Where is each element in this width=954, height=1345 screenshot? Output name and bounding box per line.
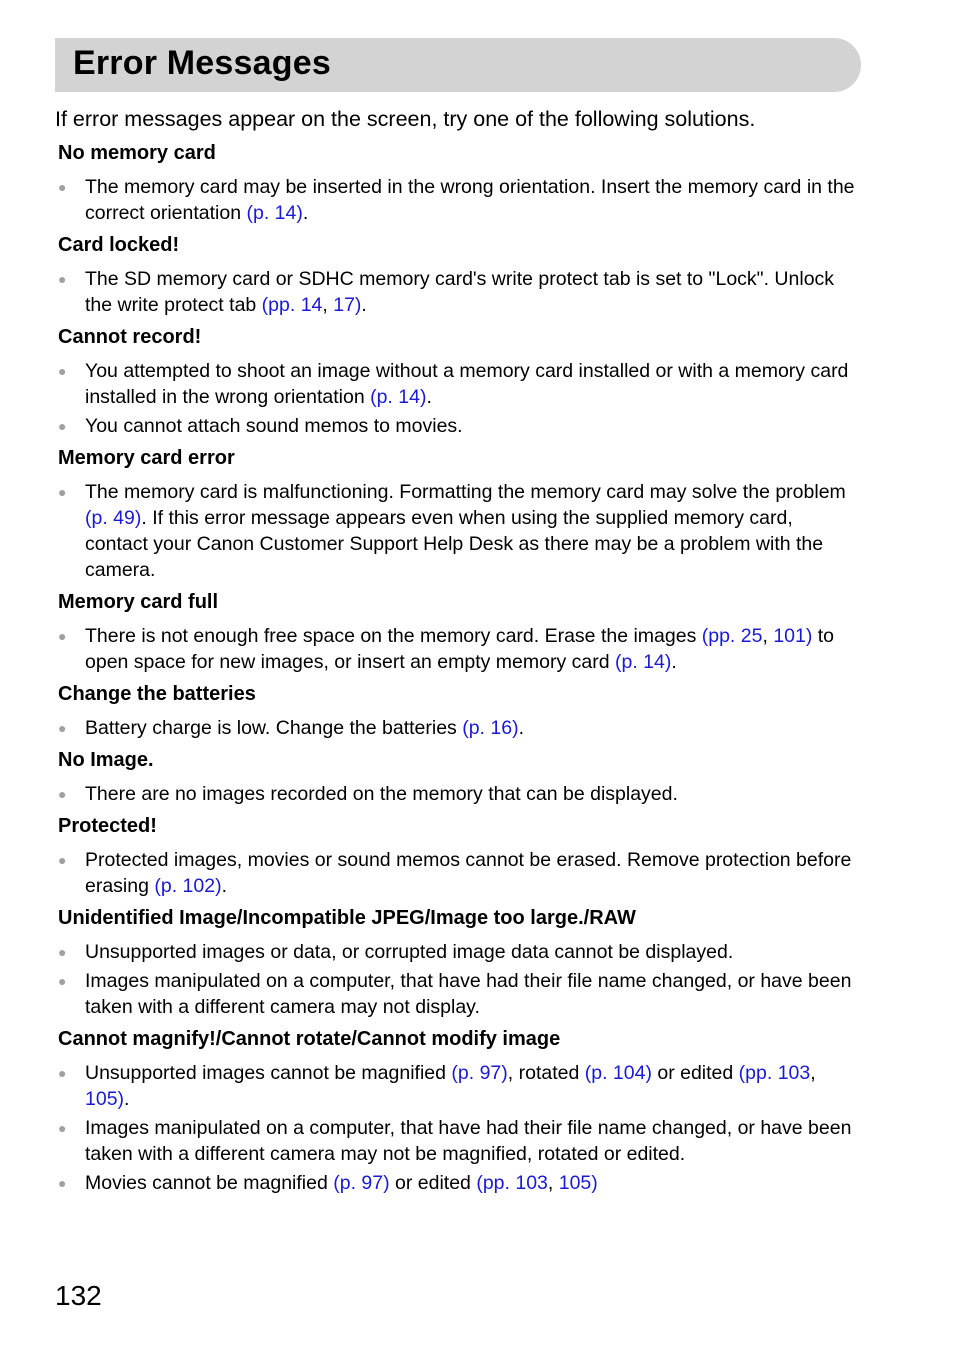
solution-text: . (426, 386, 432, 408)
solution-text: or edited (651, 1062, 739, 1084)
error-section (58, 232, 858, 318)
solution-text: Protected images, movies or sound memos cannot be erased. Remove protection before erasing (85, 849, 852, 897)
solution-item (58, 968, 858, 1020)
solution-text: Battery charge is low. Change the batteries (85, 717, 463, 739)
error-heading: Card locked! (58, 234, 180, 256)
solution-list (58, 358, 858, 439)
bullet-icon: ● (58, 852, 67, 868)
solution-list (58, 1060, 858, 1196)
solution-item (58, 1170, 858, 1196)
solution-item (58, 847, 858, 899)
solution-list (58, 939, 858, 1020)
error-heading: Cannot magnify!/Cannot rotate/Cannot modify image (58, 1028, 561, 1050)
solution-text: Movies cannot be magnified (85, 1172, 334, 1194)
error-section (58, 324, 858, 439)
solution-item (58, 413, 858, 439)
intro-text: If error messages appear on the screen, try one of the following solutions. (55, 107, 756, 131)
solution-list (58, 174, 858, 226)
solution-item (58, 715, 858, 741)
solution-item (58, 174, 858, 226)
solution-text: Unsupported images cannot be magnified (85, 1062, 452, 1084)
page-reference-link[interactable]: (p. 14) (370, 386, 427, 408)
page-reference-link[interactable]: (p. 97) (451, 1062, 508, 1084)
solution-list (58, 479, 858, 583)
title-bar (55, 38, 861, 92)
error-section (58, 905, 858, 1020)
solution-item (58, 266, 858, 318)
solution-item (58, 781, 858, 807)
solution-text: The memory card is malfunctioning. Formatting the memory card may solve the problem (85, 481, 846, 503)
bullet-icon: ● (58, 786, 67, 802)
solution-list (58, 623, 858, 675)
page-reference-link[interactable]: (pp. 103 (476, 1172, 548, 1194)
error-heading: Memory card error (58, 447, 235, 469)
solution-text: There are no images recorded on the memory that can be displayed. (85, 783, 678, 805)
solution-list (58, 715, 858, 741)
page-reference-link[interactable]: (pp. 103 (738, 1062, 811, 1084)
solution-text: . If this error message appears even when using the supplied memory card, contact your Canon Customer Support Help Desk as there may be a problem with the camera. (85, 507, 824, 581)
solution-text: to open space for new images, or insert an empty memory card (85, 625, 835, 673)
solution-text: There is not enough free space on the memory card. Erase the images (85, 625, 702, 647)
bullet-icon: ● (58, 271, 67, 287)
solution-item (58, 1115, 858, 1167)
page-title: Error Messages (73, 44, 331, 82)
solution-list (58, 847, 858, 899)
page-reference-link[interactable]: (pp. 14 (261, 294, 323, 316)
bullet-icon: ● (58, 1175, 67, 1191)
bullet-icon: ● (58, 179, 67, 195)
error-heading: Unidentified Image/Incompatible JPEG/Image too large./RAW (58, 907, 636, 929)
solution-list (58, 266, 858, 318)
solution-item (58, 623, 858, 675)
error-heading: No memory card (58, 142, 216, 164)
bullet-icon: ● (58, 1120, 67, 1136)
solution-text: Images manipulated on a computer, that have had their file name changed, or have been taken with a different camera may not display. (85, 970, 852, 1018)
error-heading: No Image. (58, 749, 154, 771)
solution-text: , (762, 625, 774, 647)
page-reference-link[interactable]: 105) (558, 1172, 598, 1194)
page-reference-link[interactable]: (p. 102) (154, 875, 222, 897)
error-section (58, 747, 858, 807)
page-number: 132 (55, 1280, 102, 1311)
page-reference-link[interactable]: (p. 97) (333, 1172, 390, 1194)
page-reference-link[interactable]: (p. 14) (246, 202, 303, 224)
solution-text: . (518, 717, 524, 739)
page-reference-link[interactable]: (pp. 25 (701, 625, 763, 647)
error-section (58, 140, 858, 226)
page-reference-link[interactable]: (p. 49) (85, 507, 142, 529)
solution-text: , rotated (507, 1062, 585, 1084)
solution-text: , (322, 294, 334, 316)
bullet-icon: ● (58, 973, 67, 989)
solution-text: , (810, 1062, 816, 1084)
error-heading: Cannot record! (58, 326, 202, 348)
solution-text: Images manipulated on a computer, that have had their file name changed, or have been taken with a different camera may not be magnified, rotated or edited. (85, 1117, 852, 1165)
bullet-icon: ● (58, 418, 67, 434)
error-list (58, 140, 858, 1202)
error-section (58, 1026, 858, 1196)
solution-text: You attempted to shoot an image without a memory card installed or with a memory card installed in the wrong orientation (85, 360, 849, 408)
bullet-icon: ● (58, 484, 67, 500)
error-heading: Protected! (58, 815, 157, 837)
bullet-icon: ● (58, 628, 67, 644)
solution-item (58, 939, 858, 965)
bullet-icon: ● (58, 363, 67, 379)
solution-text: The SD memory card or SDHC memory card's write protect tab is set to "Lock". Unlock the write protect tab (85, 268, 835, 316)
solution-text: Unsupported images or data, or corrupted image data cannot be displayed. (85, 941, 734, 963)
page-reference-link[interactable]: (p. 14) (615, 651, 672, 673)
page-reference-link[interactable]: 105) (85, 1088, 125, 1110)
solution-text: . (221, 875, 227, 897)
solution-text: . (124, 1088, 130, 1110)
solution-text: You cannot attach sound memos to movies. (85, 415, 463, 437)
page-reference-link[interactable]: (p. 104) (584, 1062, 652, 1084)
error-section (58, 445, 858, 583)
solution-text: . (361, 294, 367, 316)
solution-text: or edited (389, 1172, 477, 1194)
error-section (58, 681, 858, 741)
solution-text: . (302, 202, 309, 224)
page-reference-link[interactable]: (p. 16) (462, 717, 519, 739)
error-section (58, 589, 858, 675)
error-heading: Change the batteries (58, 683, 256, 705)
error-heading: Memory card full (58, 591, 219, 613)
solution-item (58, 358, 858, 410)
bullet-icon: ● (58, 944, 67, 960)
solution-text: , (547, 1172, 559, 1194)
solution-list (58, 781, 858, 807)
error-section (58, 813, 858, 899)
solution-text: . (671, 651, 677, 673)
bullet-icon: ● (58, 720, 67, 736)
solution-text: The memory card may be inserted in the wrong orientation. Insert the memory card in the correct orientation (85, 176, 855, 224)
solution-item (58, 479, 858, 583)
page-reference-link[interactable]: 101) (773, 625, 813, 647)
page-reference-link[interactable]: 17) (333, 294, 362, 316)
solution-item (58, 1060, 858, 1112)
bullet-icon: ● (58, 1065, 67, 1081)
